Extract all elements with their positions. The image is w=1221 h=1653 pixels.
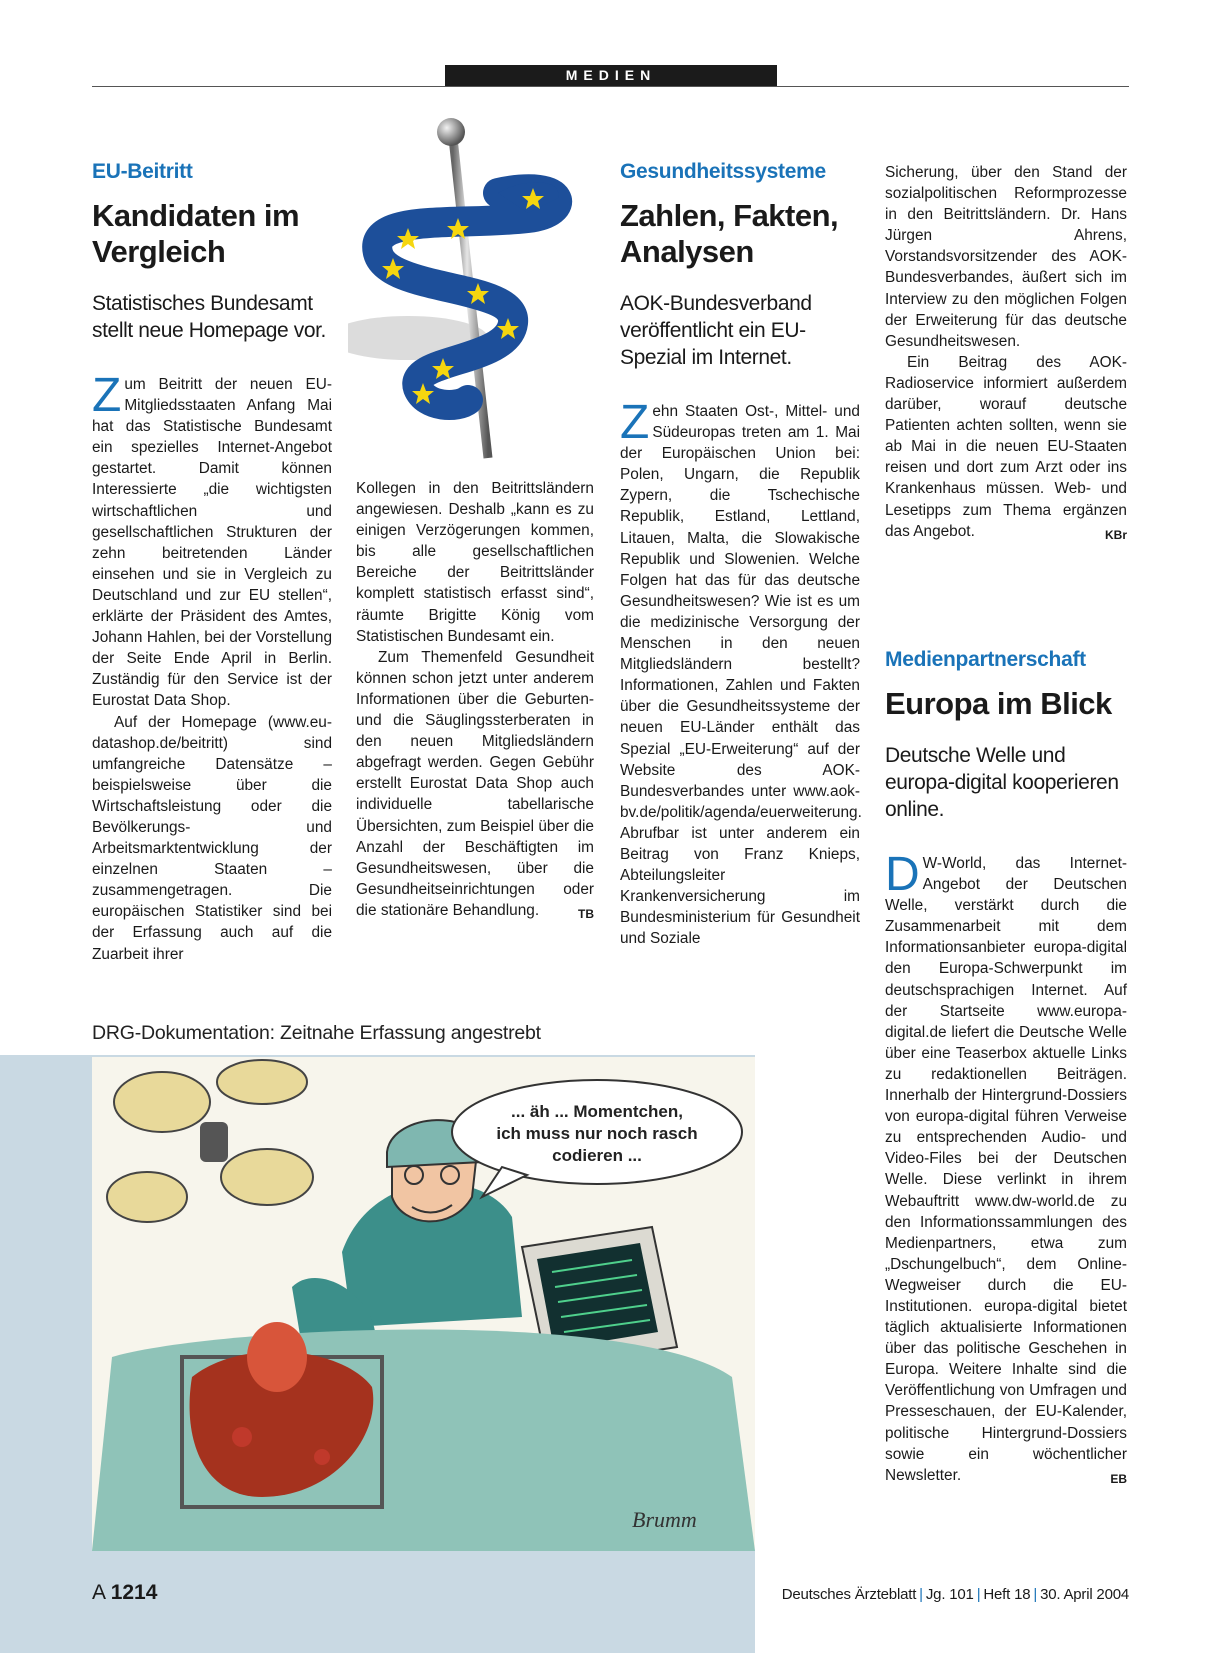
volume: Jg. 101 [925, 1586, 974, 1603]
speech-line: codieren ... [552, 1146, 642, 1165]
drop-cap: D [885, 848, 920, 901]
article-medienpartnerschaft [885, 648, 1127, 1490]
article-gesundheitssysteme-continued [885, 162, 1127, 546]
article-kicker: EU-Beitritt [92, 160, 193, 183]
page-number [92, 1581, 157, 1605]
article-subhead: Statistisches Bundesamt stellt neue Homepage vor. [92, 292, 326, 342]
cartoon-caption: DRG-Dokumentation: Zeitnahe Erfassung angestrebt [92, 1022, 541, 1044]
drop-cap: Z [620, 396, 650, 449]
article-eu-beitritt-continued [356, 478, 594, 925]
header-rule [92, 86, 1129, 87]
paragraph: Kollegen in den Beitrittsländern angewiesen. Deshalb „kann es zu einigen Verzögerungen kommen, bis alle gesellschaftlichen Bereiche der Beitrittsländer komplett statistisch erfasst sind“, räumte Brigitte König vom Statistischen Bundesamt ein. [356, 480, 594, 645]
article-subhead: Deutsche Welle und europa-digital kooperieren online. [885, 744, 1119, 821]
paragraph: Auf der Homepage (www.eu-datashop.de/beitritt) sind umfangreiche Datensätze – beispielsweise über die Wirtschaftsleistung oder die Bevölkerungs- und Arbeitsmarktentwicklung der einzelnen Staaten – zusammengetragen. Die europäischen Statistiker sind bei der Erfassung auch auf die Zuarbeit ihrer [92, 713, 332, 963]
article-body [92, 369, 332, 965]
article-gesundheitssysteme [620, 160, 860, 949]
speech-line: ich muss nur noch rasch [496, 1124, 698, 1143]
page-prefix: A [92, 1581, 105, 1604]
section-label: MEDIEN [445, 65, 777, 86]
speech-line: ... äh ... Momentchen, [511, 1102, 683, 1121]
page-number-value: 1214 [110, 1581, 158, 1604]
article-kicker: Gesundheitssysteme [620, 160, 826, 183]
drg-cartoon [92, 1057, 755, 1551]
drop-cap: Z [92, 369, 122, 422]
issue: Heft 18 [983, 1586, 1031, 1603]
date: 30. April 2004 [1040, 1586, 1129, 1603]
eu-asclepius-illustration [348, 118, 593, 473]
paragraph: Sicherung, über den Stand der sozialpolitischen Reformprozesse in den Beitrittsländern. Dr. Hans Jürgen Ahrens, Vorstandsvorsitzender des AOK-Bundesverbandes, äußert sich im Interview zu den möglichen Folgen der Erweiterung für das deutsche Gesundheitswesen. [885, 164, 1127, 350]
journal-name: Deutsches Ärzteblatt [781, 1586, 917, 1603]
artist-signature: Brumm [632, 1507, 697, 1532]
article-headline: Kandidaten im Vergleich [92, 198, 300, 269]
paragraph: ehn Staaten Ost-, Mittel- und Südeuropas treten am 1. Mai der Europäischen Union bei: Polen, Ungarn, die Republik Zypern, die Tschechische Republik, Estland, Lettland, Litauen, Malta, die Slowakische Republik und Slowenien. Welche Folgen hat das für das deutsche Gesundheitswesen? Wie ist es um die medizinische Versorgung der Menschen in den neuen Mitgliedsländern bestellt? Informationen, Zahlen und Fakten über die Gesundheitssysteme der neuen EU-Länder enthält das Spezial „EU-Erweiterung“ auf der Website des AOK-Bundesverbandes unter www.aok-bv.de/politik/agenda/euerweiterung. Abrufbar ist unter anderem ein Beitrag von Franz Knieps, Abteilungsleiter Krankenversicherung im Bundesministerium für Gesundheit und Soziale [620, 403, 862, 948]
article-headline: Europa im Blick [885, 686, 1112, 721]
paragraph: um Beitritt der neuen EU-Mitgliedsstaaten Anfang Mai hat das Statistische Bundesamt ein spezielles Internet-Angebot gestartet. Damit können Interessierte „die wichtigsten wirtschaftlichen und gesellschaftlichen Strukturen der zehn beitretenden Länder einsehen und sie in Vergleich zu Deutschland und zur EU stellen“, erklärte der Präsident des Amtes, Johann Hahlen, bei der Vorstellung der Seite Ende April in Berlin. Zuständig für den Service ist der Eurostat Data Shop. [92, 376, 332, 710]
paragraph: Ein Beitrag des AOK-Radioservice informiert außerdem darüber, worauf deutsche Patienten achten sollten, wenn sie ab Mai in die neuen EU-Staaten reisen und dort zum Arzt oder ins Krankenhaus müssen. Web- und Lesetipps zum Thema ergänzen das Angebot. [885, 353, 1127, 540]
article-kicker: Medienpartnerschaft [885, 648, 1086, 671]
article-eu-beitritt [92, 160, 332, 965]
journal-citation: Deutsches Ärzteblatt | Jg. 101 | Heft 18 | 30. April 2004 [781, 1586, 1129, 1603]
article-subhead: AOK-Bundesverband veröffentlicht ein EU-Spezial im Internet. [620, 292, 812, 369]
author-initials: EB [1110, 1471, 1127, 1486]
paragraph: Zum Themenfeld Gesundheit können schon jetzt unter anderem Informationen über die Geburten- und die Säuglingssterberaten in den neuen Mitgliedsländern abgefragt werden. Gegen Gebühr erstellt Eurostat Data Shop auch individuelle tabellarische Übersichten, zum Beispiel über die Anzahl der Beschäftigten im Gesundheitswesen, über die Gesundheitseinrichtungen oder die stationäre Behandlung. [356, 648, 594, 919]
paragraph: W-World, das Internet-Angebot der Deutschen Welle, verstärkt durch die Zusammenarbeit mit dem Informationsanbieter europa-digital den Europa-Schwerpunkt im deutschsprachigen Internet. Auf der Startseite www.europa-digital.de liefert die Deutsche Welle über eine Teaserbox aktuelle Links zu redaktionellen Beiträgen. Innerhalb der Hintergrund-Dossiers von europa-digital führen Verweise zu entsprechenden Audio- und Video-Files bei der Deutschen Welle. Diese verlinkt in ihrem Webauftritt www.dw-world.de zu den Informationssammlungen des Medienpartners, etwa zum „Dschungelbuch“, dem Online-Wegweiser durch die EU-Institutionen. europa-digital bietet täglich aktualisierte Informationen über das politische Geschehen in Europa. Weitere Inhalte sind die Veröffentlichung von Umfragen und Presseschauen, der EU-Kalender, politische Hintergrund-Dossiers sowie ein wöchentlicher Newsletter. [885, 855, 1127, 1484]
article-headline: Zahlen, Fakten, Analysen [620, 198, 839, 269]
author-initials: KBr [1104, 527, 1127, 542]
author-initials: TB [578, 906, 594, 921]
